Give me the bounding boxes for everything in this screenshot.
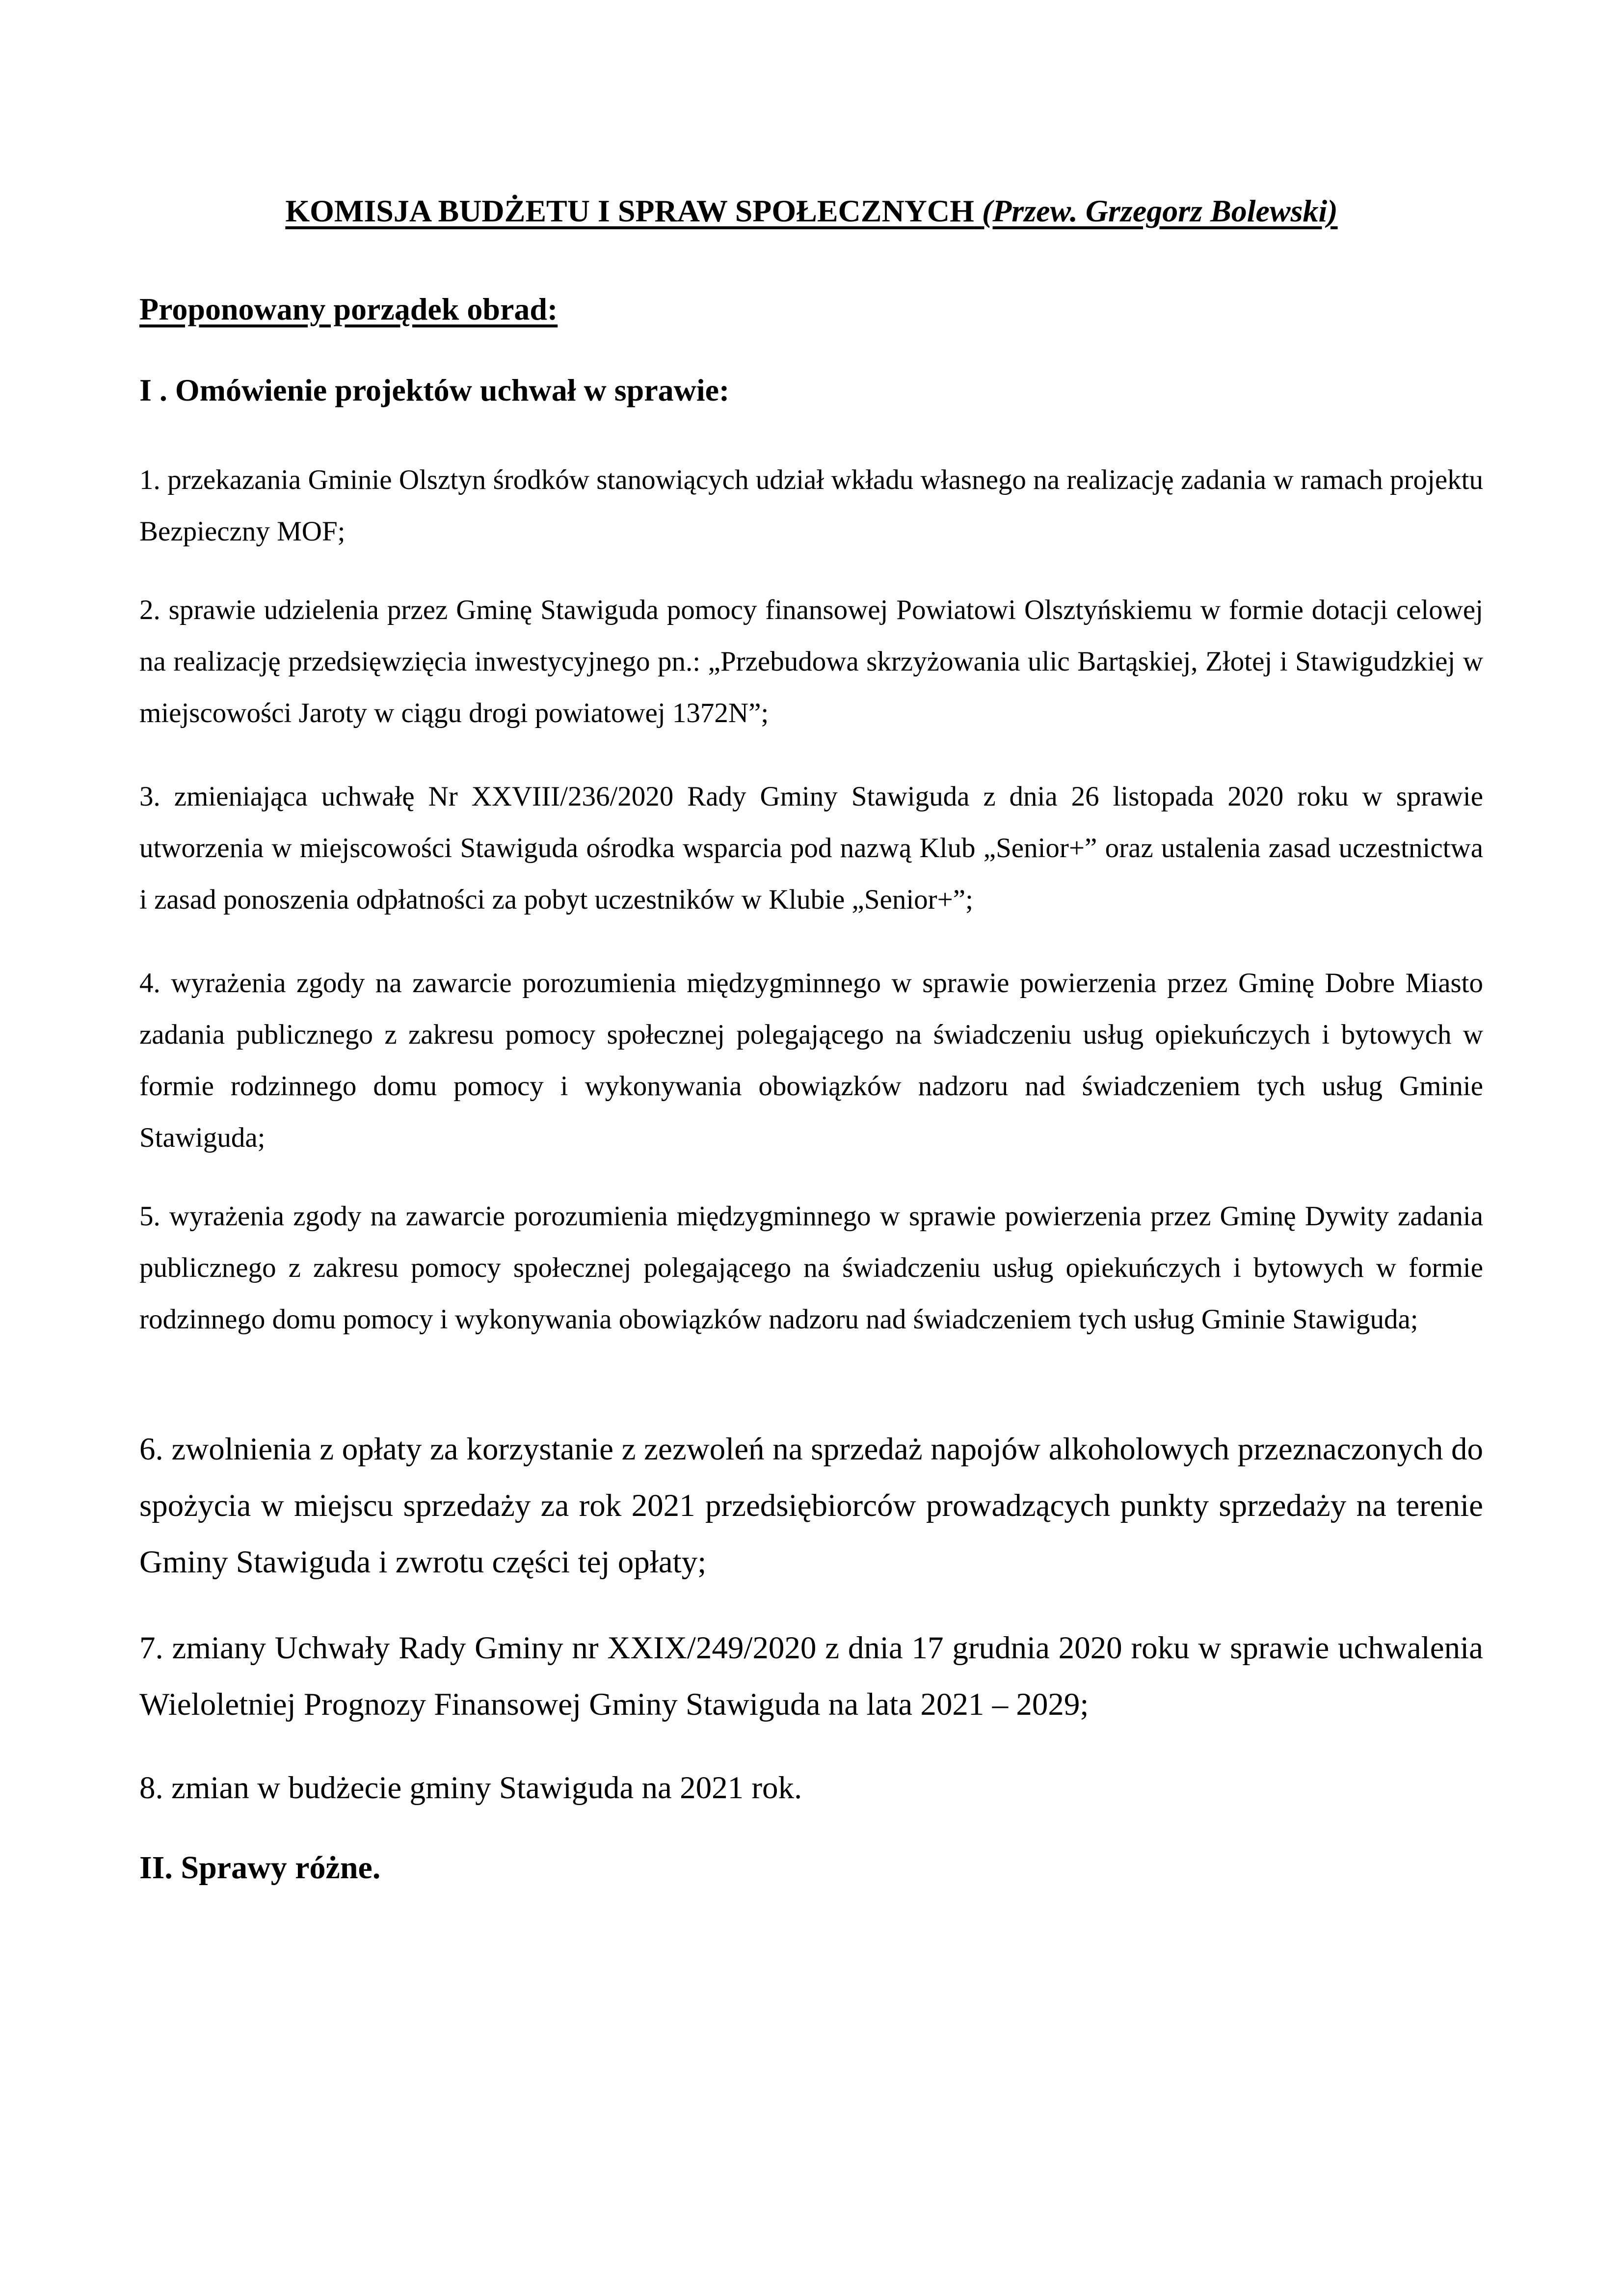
agenda-item-4 <box>139 957 1483 1163</box>
agenda-heading: Proponowany porządek obrad: <box>139 292 558 326</box>
agenda-item-1 <box>139 454 1483 557</box>
agenda-item-number: 8. <box>139 1770 163 1806</box>
section-2-heading: II. Sprawy różne. <box>139 1850 381 1886</box>
agenda-item-number: 3. <box>139 781 160 812</box>
agenda-item-text: zmiany Uchwały Rady Gminy nr XXIX/249/2020 z dnia 17 grudnia 2020 roku w sprawie uchwalenia Wieloletniej Prognozy Finansowej Gminy Stawiguda na lata 2021 – 2029; <box>139 1630 1483 1722</box>
agenda-item-number: 2. <box>139 594 160 625</box>
agenda-item-text: sprawie udzielenia przez Gminę Stawiguda pomocy finansowej Powiatowi Olsztyńskiemu w formie dotacji celowej na realizację przedsięwzięcia inwestycyjnego pn.: „Przebudowa skrzyżowania ulic Bartąskiej, Złotej i Stawigudzkiej w miejscowości Jaroty w ciągu drogi powiatowej 1372N”; <box>139 594 1484 729</box>
agenda-item-text: zmian w budżecie gminy Stawiguda na 2021 rok. <box>171 1770 802 1806</box>
agenda-item-number: 5. <box>139 1201 160 1232</box>
agenda-item-text: zmieniająca uchwałę Nr XXVIII/236/2020 Rady Gminy Stawiguda z dnia 26 listopada 2020 roku w sprawie utworzenia w miejscowości Stawiguda ośrodka wsparcia pod nazwą Klub „Senior+” oraz ustalenia zasad uczestnictwa i zasad ponoszenia odpłatności za pobyt uczestników w Klubie „Senior+”; <box>139 781 1483 915</box>
agenda-item-2 <box>139 584 1483 739</box>
document-title <box>0 189 1623 233</box>
agenda-item-text: wyrażenia zgody na zawarcie porozumienia międzygminnego w sprawie powierzenia przez Gminę Dobre Miasto zadania publicznego z zakresu pomocy społecznej polegającego na świadczeniu usług opiekuńczych i bytowych w formie rodzinnego domu pomocy i wykonywania obowiązków nadzoru nad świadczeniem tych usług Gminie Stawiguda; <box>139 968 1484 1153</box>
agenda-item-text: przekazania Gminie Olsztyn środków stanowiących udział wkładu własnego na realizację zadania w ramach projektu Bezpieczny MOF; <box>139 464 1483 547</box>
agenda-item-number: 6. <box>139 1432 163 1467</box>
committee-name-text: KOMISJA BUDŻETU I SPRAW SPOŁECZNYCH <box>285 193 974 228</box>
agenda-item-5 <box>139 1190 1483 1345</box>
agenda-item-3 <box>139 771 1483 925</box>
agenda-item-number: 7. <box>139 1630 163 1666</box>
agenda-item-number: 4. <box>139 968 160 999</box>
committee-chair: (Przew. Grzegorz Bolewski) <box>982 193 1338 228</box>
agenda-item-7 <box>139 1620 1483 1733</box>
agenda-item-8 <box>139 1760 1483 1816</box>
agenda-item-number: 1. <box>139 464 160 495</box>
committee-name <box>285 193 1337 228</box>
section-1-heading: I . Omówienie projektów uchwał w sprawie: <box>139 373 730 407</box>
agenda-item-6 <box>139 1421 1483 1591</box>
agenda-item-text: zwolnienia z opłaty za korzystanie z zezwoleń na sprzedaż napojów alkoholowych przeznaczonych do spożycia w miejscu sprzedaży za rok 2021 przedsiębiorców prowadzących punkty sprzedaży na terenie Gminy Stawiguda i zwrotu części tej opłaty; <box>139 1432 1484 1580</box>
agenda-item-text: wyrażenia zgody na zawarcie porozumienia międzygminnego w sprawie powierzenia przez Gminę Dywity zadania publicznego z zakresu pomocy społecznej polegającego na świadczeniu usług opiekuńczych i bytowych w formie rodzinnego domu pomocy i wykonywania obowiązków nadzoru nad świadczeniem tych usług Gminie Stawiguda; <box>139 1201 1483 1335</box>
